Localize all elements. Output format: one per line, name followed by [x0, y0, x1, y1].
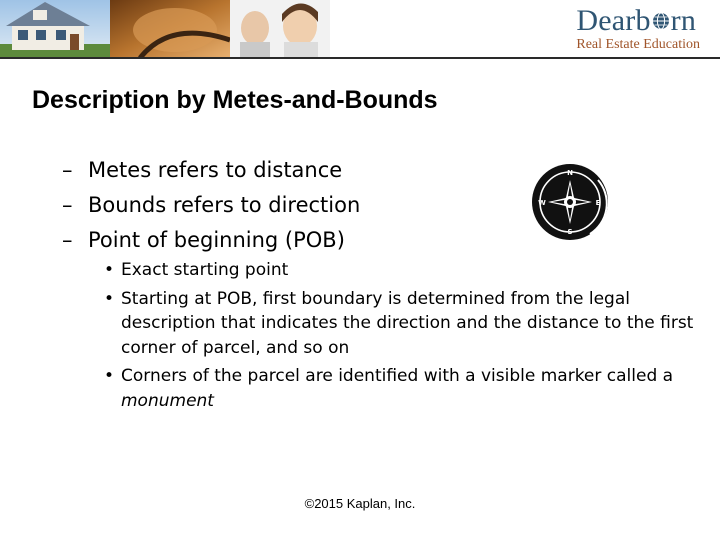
- list-item-text: Point of beginning (POB): [88, 228, 345, 252]
- list-item-text: Corners of the parcel are identified with a visible marker called a: [121, 366, 674, 386]
- list-item: [104, 287, 704, 361]
- list-item-text: Metes refers to distance: [88, 158, 343, 182]
- dash-marker: –: [62, 228, 73, 252]
- dearborn-logo: [576, 6, 700, 53]
- list-item-text: Bounds refers to direction: [88, 193, 361, 217]
- dash-marker: –: [62, 158, 73, 182]
- list-item: [62, 223, 360, 258]
- dash-marker: –: [62, 193, 73, 217]
- compass-north-label: N: [567, 169, 573, 177]
- bullet-marker: •: [104, 260, 115, 280]
- list-item-text: Starting at POB, first boundary is determined from the legal description that indicates the direction and the distance to the first corner of parcel, and so on: [121, 288, 694, 358]
- list-item: [104, 258, 704, 283]
- logo-text-end: rn: [670, 4, 697, 37]
- bullet-marker: •: [104, 366, 115, 386]
- bullet-marker: •: [104, 288, 115, 309]
- header-divider: [0, 57, 720, 59]
- slide-header: [0, 0, 720, 58]
- italic-term: monument: [121, 390, 214, 411]
- list-item: [62, 188, 360, 223]
- list-item-text: Exact starting point: [121, 260, 289, 280]
- logo-tagline: Real Estate Education: [576, 37, 700, 52]
- copyright-footer: ©2015 Kaplan, Inc.: [304, 496, 416, 511]
- level1-list: [62, 153, 360, 258]
- logo-wordmark: [576, 6, 700, 36]
- compass-west-label: W: [538, 199, 546, 207]
- list-item: [104, 364, 704, 413]
- compass-south-label: S: [567, 228, 573, 236]
- list-item: [62, 153, 360, 188]
- header-photo-collage: [0, 0, 330, 58]
- globe-icon: [652, 12, 670, 30]
- compass-icon: [528, 160, 612, 244]
- compass-east-label: E: [595, 199, 601, 207]
- slide-title: Description by Metes-and-Bounds: [32, 86, 438, 114]
- logo-text-start: Dearb: [576, 4, 651, 37]
- level2-list: [104, 258, 704, 417]
